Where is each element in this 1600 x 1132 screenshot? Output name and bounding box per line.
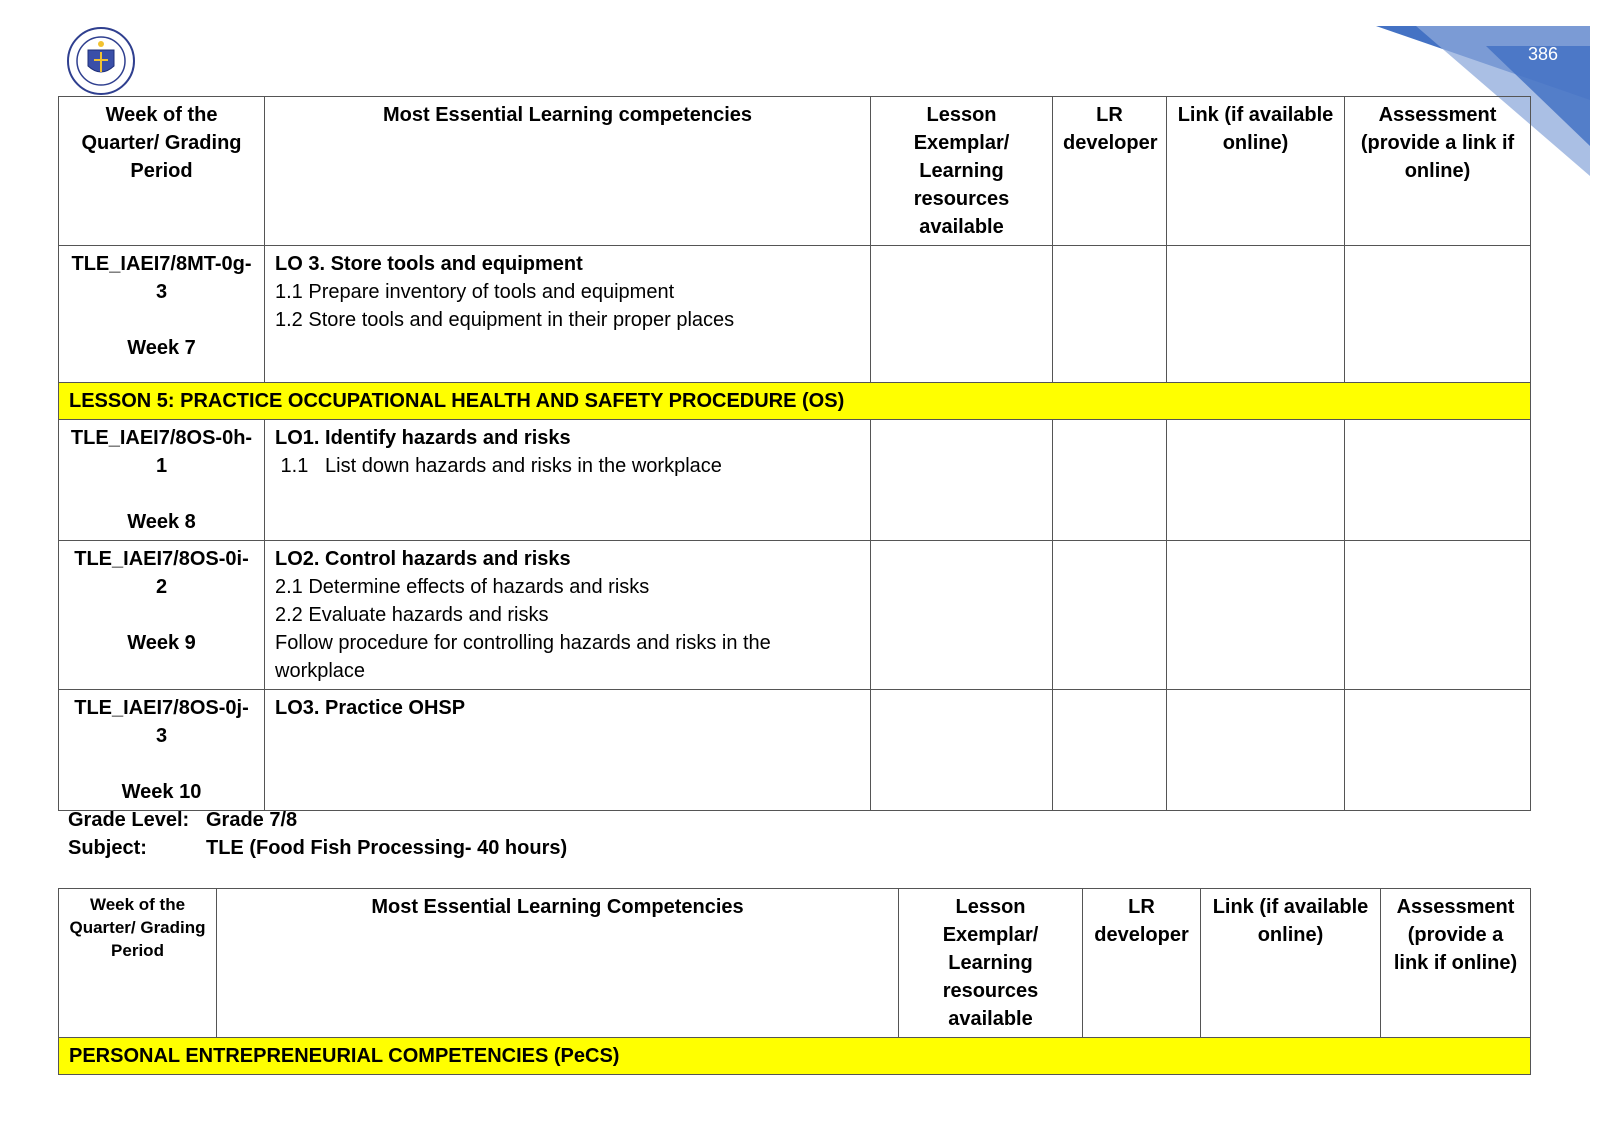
table-row <box>59 541 1531 690</box>
code-cell <box>59 420 265 541</box>
deped-seal-logo <box>66 26 136 96</box>
section-row <box>59 383 1531 420</box>
competency-code: TLE_IAEI7/8MT-0g-3 <box>71 253 252 303</box>
lo-item: 1.1 Prepare inventory of tools and equipment <box>275 281 675 303</box>
empty-cell <box>1167 690 1345 811</box>
section-row <box>59 1038 1531 1075</box>
melc-cell <box>265 246 871 383</box>
section-title: LESSON 5: PRACTICE OCCUPATIONAL HEALTH AND SAFETY PROCEDURE (OS) <box>59 383 1531 420</box>
week-label: Week 10 <box>121 781 202 803</box>
empty-cell <box>871 420 1053 541</box>
code-cell <box>59 246 265 383</box>
header-assessment: Assessment (provide a link if online) <box>1381 889 1531 1038</box>
empty-cell <box>1345 246 1531 383</box>
header-lr-developer: LR developer <box>1083 889 1201 1038</box>
melc-cell <box>265 541 871 690</box>
table-row <box>59 420 1531 541</box>
lo-title: LO2. Control hazards and risks <box>275 548 571 570</box>
competency-code: TLE_IAEI7/8OS-0j-3 <box>74 697 249 747</box>
lo-title: LO 3. Store tools and equipment <box>275 253 583 275</box>
table-row <box>59 690 1531 811</box>
lo-item: Follow procedure for controlling hazards and risks in the workplace <box>275 632 771 682</box>
table-header-row <box>59 97 1531 246</box>
lo-item: 1.1 List down hazards and risks in the workplace <box>275 455 722 477</box>
competency-code: TLE_IAEI7/8OS-0i-2 <box>74 548 249 598</box>
header-melc: Most Essential Learning competencies <box>265 97 871 246</box>
melc-cell <box>265 420 871 541</box>
empty-cell <box>1345 541 1531 690</box>
lo-item: 1.2 Store tools and equipment in their proper places <box>275 309 735 331</box>
header-melc: Most Essential Learning Competencies <box>217 889 899 1038</box>
header-lesson-exemplar: Lesson Exemplar/ Learning resources available <box>899 889 1083 1038</box>
page-number: 386 <box>1528 44 1559 64</box>
empty-cell <box>1053 420 1167 541</box>
empty-cell <box>1053 541 1167 690</box>
empty-cell <box>871 541 1053 690</box>
week-label: Week 7 <box>127 337 196 359</box>
week-label: Week 8 <box>127 511 196 533</box>
melc-table-2 <box>58 888 1531 1075</box>
competency-code: TLE_IAEI7/8OS-0h-1 <box>70 427 253 477</box>
section-title: PERSONAL ENTREPRENEURIAL COMPETENCIES (PeCS) <box>59 1038 1531 1075</box>
header-week: Week of the Quarter/ Grading Period <box>59 97 265 246</box>
code-cell <box>59 690 265 811</box>
subject-value: TLE (Food Fish Processing- 40 hours) <box>206 837 568 859</box>
lo-title: LO1. Identify hazards and risks <box>275 427 571 449</box>
empty-cell <box>1345 690 1531 811</box>
empty-cell <box>1167 420 1345 541</box>
lo-item: 2.2 Evaluate hazards and risks <box>275 604 549 626</box>
header-week: Week of the Quarter/ Grading Period <box>59 889 217 1038</box>
lo-title: LO3. Practice OHSP <box>275 697 466 719</box>
header-link: Link (if available online) <box>1167 97 1345 246</box>
header-lesson-exemplar: Lesson Exemplar/ Learning resources available <box>871 97 1053 246</box>
empty-cell <box>1053 246 1167 383</box>
empty-cell <box>1053 690 1167 811</box>
melc-table-1 <box>58 96 1531 811</box>
grade-level-label: Grade Level: <box>68 809 190 831</box>
empty-cell <box>1167 541 1345 690</box>
empty-cell <box>871 690 1053 811</box>
header-lr-developer: LR developer <box>1053 97 1167 246</box>
grade-level-value: Grade 7/8 <box>206 809 298 831</box>
course-meta <box>68 806 567 862</box>
header-assessment: Assessment (provide a link if online) <box>1345 97 1531 246</box>
code-cell <box>59 541 265 690</box>
empty-cell <box>871 246 1053 383</box>
header-link: Link (if available online) <box>1201 889 1381 1038</box>
empty-cell <box>1167 246 1345 383</box>
lo-item: 2.1 Determine effects of hazards and risks <box>275 576 650 598</box>
table-header-row <box>59 889 1531 1038</box>
subject-label: Subject: <box>68 837 147 859</box>
melc-cell <box>265 690 871 811</box>
empty-cell <box>1345 420 1531 541</box>
week-label: Week 9 <box>127 632 196 654</box>
table-row <box>59 246 1531 383</box>
